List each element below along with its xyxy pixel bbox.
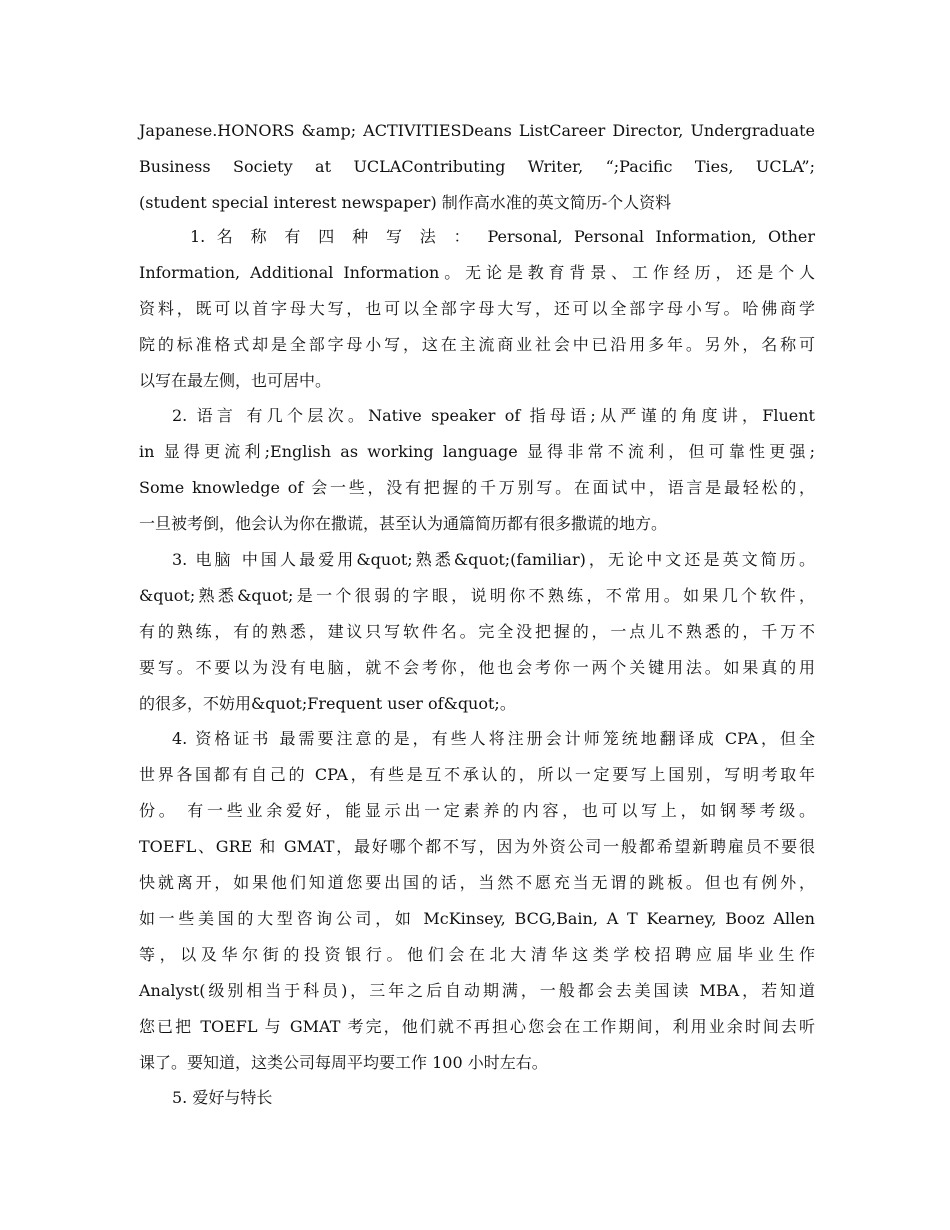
text-line: (student special interest newspaper) 制作高水准的英文简历-个人资料 [139,193,672,212]
paragraph-heading-line: 2. 语言 有几个层次。Native speaker of 指母语;从严谨的角度讲，Fluent [172,406,815,425]
paragraph-heading-line: 3. 电脑 中国人最爱用&quot;熟悉&quot;(familiar)，无论中文还是英文简历。 [172,550,815,569]
text-line: Some knowledge of 会一些，没有把握的千万别写。在面试中，语言是最轻松的， [139,478,815,497]
text-line: Japanese.HONORS &amp; ACTIVITIESDeans ListCareer Director, Undergraduate [139,121,815,140]
text-line: Business Society at UCLAContributing Writer, “;Pacific Ties, UCLA”; [139,157,815,176]
text-line: 课了。要知道，这类公司每周平均要工作 100 小时左右。 [139,1053,548,1072]
text-line: 快就离开，如果他们知道您要出国的话，当然不愿充当无谓的跳板。但也有例外， [139,873,815,892]
text-line: 资料，既可以首字母大写，也可以全部字母大写，还可以全部字母小写。哈佛商学 [139,299,815,318]
text-line: &quot;熟悉&quot;是一个很弱的字眼，说明你不熟练，不常用。如果几个软件， [139,586,815,605]
paragraph-heading-line: 5. 爱好与特长 [172,1088,273,1107]
text-line: TOEFL、GRE 和 GMAT，最好哪个都不写，因为外资公司一般都希望新聘雇员不要很 [139,837,815,856]
text-line: 份。 有一些业余爱好，能显示出一定素养的内容，也可以写上，如钢琴考级。 [139,801,815,820]
text-line: Information, Additional Information。无论是教育背景、工作经历，还是个人 [139,263,815,282]
paragraph-heading-line: 1. 名 称 有 四 种 写 法 ： Personal, Personal Information, Other [190,227,815,246]
text-line: 有的熟练，有的熟悉，建议只写软件名。完全没把握的，一点儿不熟悉的，千万不 [139,622,815,641]
text-line: in 显得更流利;English as working language 显得非常不流利，但可靠性更强; [139,442,815,461]
text-line: 世界各国都有自己的 CPA，有些是互不承认的，所以一定要写上国别，写明考取年 [139,765,815,784]
text-line: 的很多，不妨用&quot;Frequent user of&quot;。 [139,694,516,713]
text-line: 如一些美国的大型咨询公司，如 McKinsey, BCG,Bain, A T Kearney, Booz Allen [139,909,815,928]
text-line: Analyst(级别相当于科员)，三年之后自动期满，一般都会去美国读 MBA，若知道 [139,981,815,1000]
text-line: 以写在最左侧，也可居中。 [139,371,332,390]
text-line: 一旦被考倒，他会认为你在撒谎，甚至认为通篇简历都有很多撒谎的地方。 [139,514,668,533]
text-line: 院的标准格式却是全部字母小写，这在主流商业社会中已沿用多年。另外，名称可 [139,335,815,354]
paragraph-heading-line: 4. 资格证书 最需要注意的是，有些人将注册会计师笼统地翻译成 CPA，但全 [172,729,815,748]
text-line: 您已把 TOEFL 与 GMAT 考完，他们就不再担心您会在工作期间，利用业余时间去听 [139,1017,815,1036]
text-line: 等，以及华尔街的投资银行。他们会在北大清华这类学校招聘应届毕业生作 [139,945,815,964]
text-line: 要写。不要以为没有电脑，就不会考你，他也会考你一两个关键用法。如果真的用 [139,658,815,677]
